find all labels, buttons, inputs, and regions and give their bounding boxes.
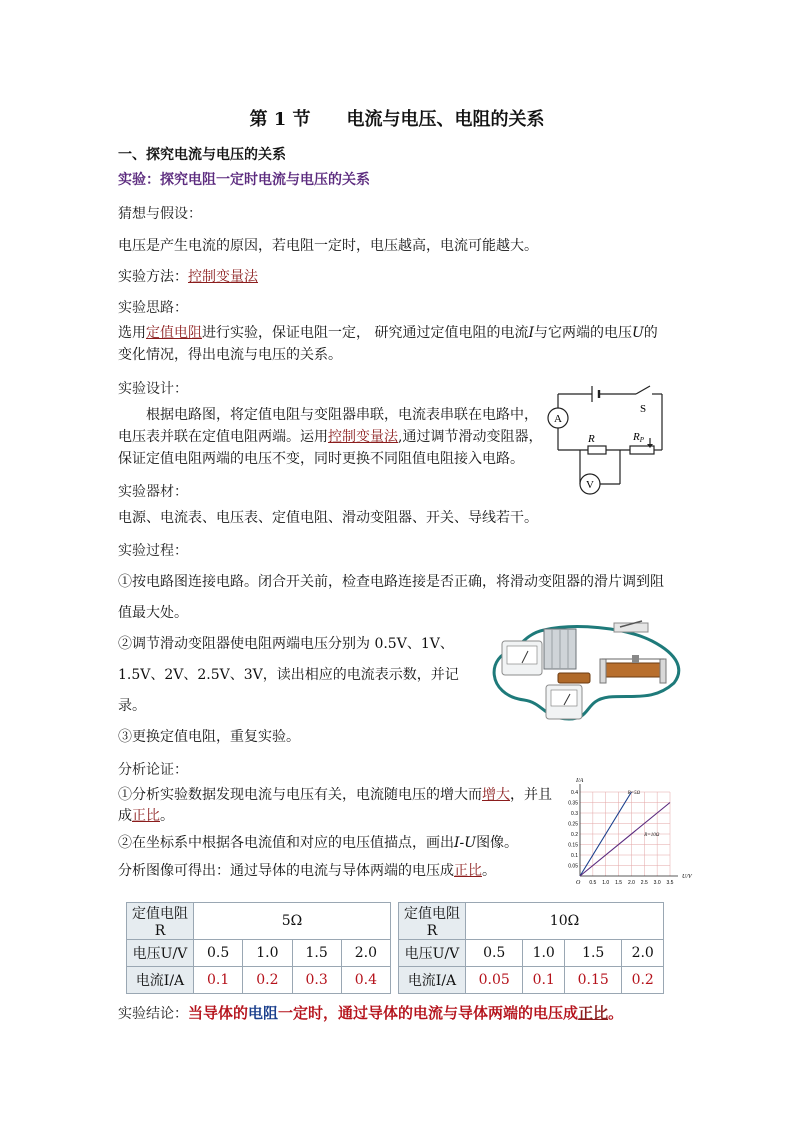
idea-text: 进行实验，保证电阻一定， 研究通过定值电阻的电流 (202, 325, 529, 341)
rheostat-label: RP (633, 431, 645, 444)
conclusion-keyword: 正比 (578, 1004, 609, 1022)
y-axis-label: I/A (576, 778, 584, 784)
table-cell: 2.0 (341, 940, 390, 967)
process-step-1: ①按电路图连接电路。闭合开关前，检查电路连接是否正确，将滑动变阻器的滑片调到阻 (118, 574, 664, 590)
conclusion-text: 当导体的 (188, 1004, 249, 1022)
table-header: 电流I/A (399, 967, 466, 994)
analysis-line-1 (118, 785, 552, 805)
analysis-keyword: 增大 (482, 787, 510, 803)
idea-keyword: 定值电阻 (146, 325, 202, 341)
analysis-keyword: 正比 (454, 863, 482, 879)
table-row (127, 940, 391, 967)
y-tick-label: 0.2 (571, 832, 578, 838)
table-row (127, 903, 391, 940)
method-line (118, 267, 258, 287)
table-cell: 1.0 (243, 940, 292, 967)
design-line-2 (118, 426, 542, 448)
table-header: 定值电阻R (399, 903, 466, 940)
design-line-3: 保证定值电阻两端的电压不变，同时更换不同阻值电阻接入电路。 (118, 451, 524, 467)
process-step-2-cont: 1.5V、2V、2.5V、3V，读出相应的电流表示数，并记 (118, 667, 459, 683)
y-tick-label: 0.35 (568, 800, 578, 807)
design-keyword: 控制变量法 (328, 429, 398, 445)
analysis-text: ，并且 (510, 787, 552, 803)
y-tick-label: 0.3 (571, 811, 578, 817)
analysis-line-2 (118, 833, 518, 853)
iu-symbol: I-U (454, 835, 477, 851)
table-cell: 2.0 (622, 940, 664, 967)
table-cell: 0.4 (341, 967, 390, 994)
analysis-text: 。 (160, 808, 174, 824)
design-text: ,通过调节滑动变阻器， (398, 429, 543, 445)
rheostat-device-icon (600, 655, 666, 683)
table-cell: 0.15 (564, 967, 621, 994)
table-cell: 0.1 (194, 967, 243, 994)
resistor-icon (588, 446, 606, 454)
table-cell: 0.2 (622, 967, 664, 994)
analysis-text: ①分析实验数据发现电流与电压有关，电流随电压的增大而 (118, 787, 482, 803)
design-label: 实验设计： (118, 381, 188, 397)
y-tick-label: 0.4 (571, 790, 578, 796)
voltage-symbol: U (631, 325, 644, 341)
x-tick-label: 1.5 (615, 880, 623, 886)
process-step-2: ②调节滑动变阻器使电阻两端电压分别为 0.5V、1V、 (118, 636, 454, 652)
analysis-text: 图像。 (476, 835, 519, 851)
design-text: 电压表并联在定值电阻两端。运用 (118, 429, 328, 445)
analysis-line-1-cont (118, 806, 174, 826)
circuit-diagram (542, 382, 670, 500)
battery-icon (592, 386, 599, 402)
switch-device-icon (614, 621, 648, 632)
table-row (399, 940, 664, 967)
idea-line-1 (118, 323, 658, 343)
table-row (127, 967, 391, 994)
idea-text: 的 (643, 325, 658, 341)
x-tick-label: 3.0 (653, 880, 661, 886)
equipment-label: 实验器材： (118, 484, 188, 500)
x-tick-label: 1.0 (602, 880, 610, 886)
analysis-label: 分析论证： (118, 762, 188, 778)
experiment-heading: 实验：探究电阻一定时电流与电压的关系 (118, 172, 370, 188)
section-number: 第 1 节 (249, 109, 311, 130)
x-tick-label: 3.5 (666, 880, 674, 886)
conclusion-label: 实验结论： (118, 1006, 188, 1022)
table-cell: 1.0 (523, 940, 565, 967)
iu-chart (560, 778, 692, 890)
table-header: 电流I/A (127, 967, 194, 994)
table-cell: 0.5 (466, 940, 523, 967)
voltmeter-label: V (586, 479, 594, 491)
series-line (580, 803, 670, 877)
current-symbol: I (528, 325, 534, 341)
resistor-label: R (588, 433, 595, 445)
page-title (0, 105, 794, 131)
table-header: 电压U/V (399, 940, 466, 967)
idea-text: 与它两端的电压 (533, 325, 632, 341)
y-tick-label: 0.15 (568, 842, 578, 849)
table-cell: 1.5 (292, 940, 341, 967)
table-cell: 0.05 (466, 967, 523, 994)
table-header: 电压U/V (127, 940, 194, 967)
table-cell: 5Ω (194, 903, 391, 940)
table-row (399, 967, 664, 994)
y-tick-label: 0.25 (568, 821, 578, 828)
voltmeter-device-icon (546, 685, 582, 719)
ammeter-device-icon (502, 641, 542, 675)
process-step-1-cont: 值最大处。 (118, 605, 188, 621)
x-tick-label: 2.5 (640, 880, 648, 886)
origin-label: O (576, 880, 581, 886)
series-label: R=10Ω (644, 833, 660, 839)
analysis-text: 成 (118, 808, 132, 824)
method-label: 实验方法： (118, 269, 188, 285)
table-cell: 0.5 (194, 940, 243, 967)
equipment-text: 电源、电流表、电压表、定值电阻、滑动变阻器、开关、导线若干。 (118, 510, 538, 526)
series-label: R=5Ω (627, 791, 641, 797)
analysis-text: 分析图像可得出：通过导体的电流与导体两端的电压成 (118, 863, 454, 879)
idea-label: 实验思路： (118, 300, 188, 316)
conclusion-text: 时，通过导体的电流与导体两端的电压成 (308, 1004, 579, 1022)
data-table-5ohm (126, 902, 391, 994)
conclusion (118, 1003, 623, 1024)
process-step-3: ③更换定值电阻，重复实验。 (118, 729, 300, 745)
apparatus-illustration (484, 615, 684, 723)
analysis-text: 。 (482, 863, 496, 879)
method-value: 控制变量法 (188, 269, 258, 285)
design-line-1: 根据电路图，将定值电阻与变阻器串联，电流表串联在电路中， (146, 407, 538, 423)
resistor-device-icon (558, 673, 590, 683)
hypothesis-label: 猜想与假设： (118, 206, 202, 222)
analysis-text: ②在坐标系中根据各电流值和对应的电压值描点，画出 (118, 835, 454, 851)
conclusion-text: 。 (608, 1004, 624, 1022)
ammeter-label: A (554, 413, 562, 425)
y-tick-label: 0.1 (571, 853, 578, 859)
table-header: 定值电阻R (127, 903, 194, 940)
x-tick-label: 0.5 (589, 880, 597, 886)
battery-box-icon (544, 629, 576, 669)
table-cell: 0.2 (243, 967, 292, 994)
y-tick-label: 0.05 (568, 863, 578, 870)
process-step-2-end: 录。 (118, 698, 146, 714)
x-tick-label: 2.0 (627, 880, 635, 886)
table-cell: 0.3 (292, 967, 341, 994)
section-title: 电流与电压、电阻的关系 (346, 109, 545, 130)
conclusion-text: 一定 (278, 1004, 309, 1022)
analysis-keyword: 正比 (132, 808, 160, 824)
process-label: 实验过程： (118, 543, 188, 559)
switch-label: S (640, 403, 647, 415)
analysis-line-3 (118, 861, 496, 881)
x-axis-label: U/V (682, 874, 692, 880)
conclusion-keyword: 电阻 (248, 1004, 279, 1022)
table-cell: 0.1 (523, 967, 565, 994)
table-cell: 10Ω (466, 903, 664, 940)
data-table-10ohm (398, 902, 664, 994)
idea-text: 选用 (118, 325, 146, 341)
section-heading: 一、探究电流与电压的关系 (118, 147, 286, 163)
hypothesis-text: 电压是产生电流的原因，若电阻一定时，电压越高，电流可能越大。 (118, 238, 538, 254)
table-cell: 1.5 (564, 940, 621, 967)
table-row (399, 903, 664, 940)
idea-line-2: 变化情况，得出电流与电压的关系。 (118, 347, 342, 363)
